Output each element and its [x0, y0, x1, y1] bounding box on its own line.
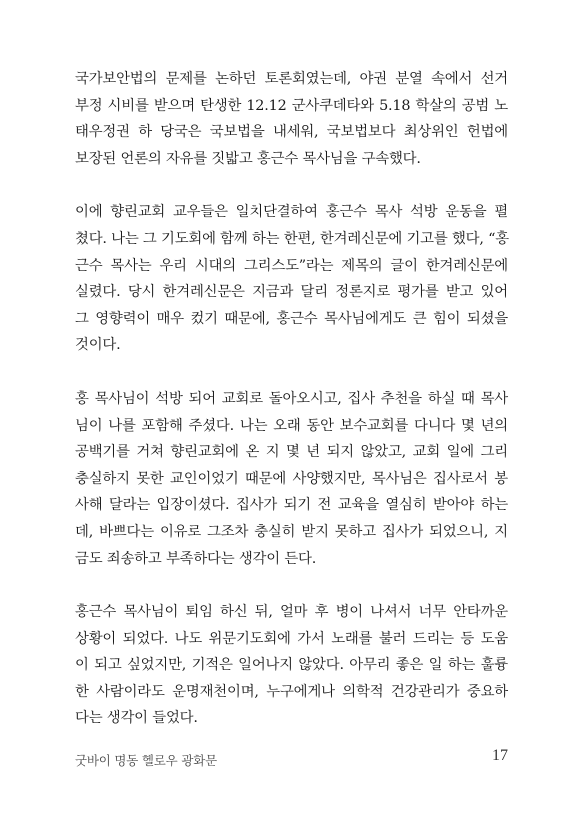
paragraph-line: 실렸다. 당시 한겨레신문은 지금과 달리 정론지로 평가를 받고 있어 [75, 284, 508, 301]
paragraph-line: 공백기를 거쳐 향린교회에 온 지 몇 년 되지 않았고, 교회 일에 그리 [75, 444, 508, 461]
paragraph-line: 국가보안법의 문제를 논하던 토론회였는데, 야권 분열 속에서 선거 [75, 71, 508, 87]
paragraph-line: 님이 나를 포함해 주셨다. 나는 오래 동안 보수교회를 다니다 몇 년의 [75, 417, 508, 434]
paragraph-1 [75, 66, 508, 172]
paragraph-line: 한 사람이라도 운명재천이며, 누구에게나 의학적 건강관리가 중요하 [75, 683, 508, 700]
paragraph-3 [75, 386, 508, 572]
paragraph-line: 쳤다. 나는 그 기도회에 함께 하는 한편, 한겨레신문에 기고를 했다, “홍 [75, 230, 509, 247]
paragraph-line: 사해 달라는 입장이셨다. 집사가 되기 전 교육을 열심히 받아야 하는 [75, 497, 508, 514]
page-number: 17 [492, 747, 508, 764]
paragraph-2 [75, 199, 508, 359]
paragraph-line: 것이다. [75, 337, 121, 354]
paragraph-line: 부정 시비를 받으며 탄생한 12.12 군사쿠데타와 5.18 학살의 공범 노 [75, 97, 508, 114]
paragraph-line: 다는 생각이 들었다. [75, 710, 198, 727]
paragraph-line: 이에 향린교회 교우들은 일치단결하여 홍근수 목사 석방 운동을 펼 [75, 204, 508, 221]
running-footer-title: 굿바이 명동 헬로우 광화문 [75, 753, 217, 768]
paragraph-line: 그 영향력이 매우 컸기 때문에, 홍근수 목사님에게도 큰 힘이 되셨을 [75, 310, 508, 327]
paragraph-line: 금도 죄송하고 부족하다는 생각이 든다. [75, 550, 317, 567]
paragraph-line: 이 되고 싶었지만, 기적은 일어나지 않았다. 아무리 좋은 일 하는 훌륭 [75, 657, 508, 674]
body-text [75, 66, 508, 759]
paragraph-line: 상황이 되었다. 나도 위문기도회에 가서 노래를 불러 드리는 등 도움 [75, 630, 508, 647]
paragraph-4 [75, 599, 508, 732]
paragraph-line: 충실하지 못한 교인이었기 때문에 사양했지만, 목사님은 집사로서 봉 [75, 470, 508, 487]
paragraph-line: 데, 바쁘다는 이유로 그조차 충실히 받지 못하고 집사가 되었으니, 지 [75, 523, 508, 540]
paragraph-line: 근수 목사는 우리 시대의 그리스도”라는 제목의 글이 한겨레신문에 [75, 257, 508, 274]
paragraph-line: 보장된 언론의 자유를 짓밟고 홍근수 목사님을 구속했다. [75, 150, 421, 167]
paragraph-line: 홍 목사님이 석방 되어 교회로 돌아오시고, 집사 추천을 하실 때 목사 [75, 390, 508, 407]
paragraph-line: 홍근수 목사님이 퇴임 하신 뒤, 얼마 후 병이 나셔서 너무 안타까운 [75, 604, 508, 621]
paragraph-line: 태우정권 하 당국은 국보법을 내세워, 국보법보다 최상위인 헌법에 [75, 124, 508, 141]
